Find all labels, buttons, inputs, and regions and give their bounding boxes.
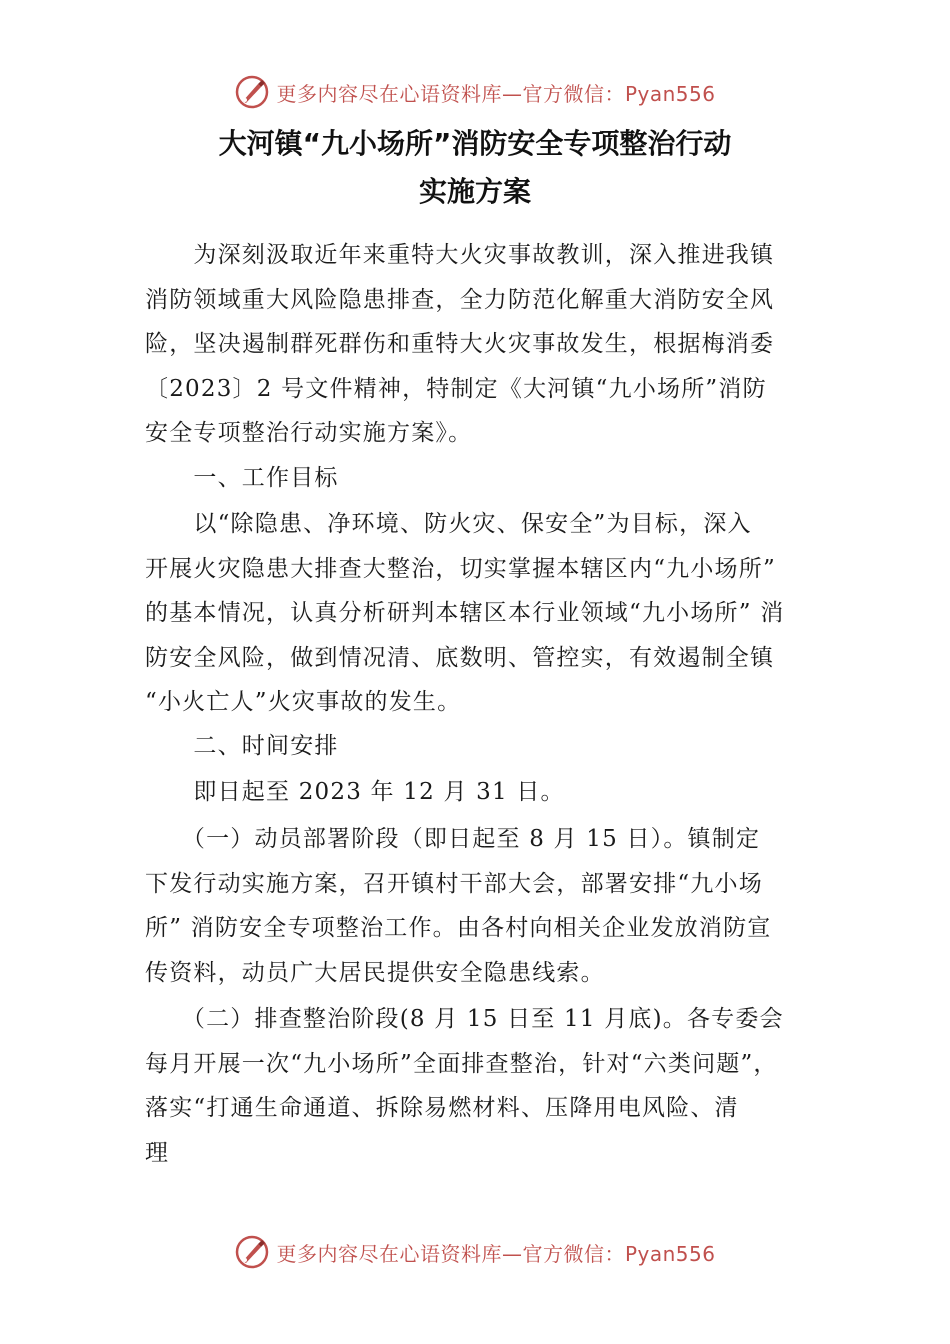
body-line: 防安全风险，做到情况清、底数明、管控实，有效遏制全镇 bbox=[145, 645, 775, 671]
body-line: 落实“打通生命通道、拆除易燃材料、压降用电风险、清 bbox=[145, 1095, 739, 1121]
watermark-footer bbox=[0, 1232, 950, 1272]
section-heading: 二、时间安排 bbox=[145, 733, 339, 759]
watermark-header bbox=[0, 72, 950, 112]
body-line: 每月开展一次“九小场所”全面排查整治，针对“六类问题”， bbox=[145, 1051, 778, 1077]
document-title-line-1: 大河镇“九小场所”消防安全专项整治行动 bbox=[218, 127, 732, 160]
body-line: 为深刻汲取近年来重特大火灾事故教训，深入推进我镇 bbox=[145, 242, 775, 268]
fountain-pen-seal-icon bbox=[234, 74, 270, 110]
body-line: 下发行动实施方案，召开镇村干部大会，部署安排“九小场 bbox=[145, 871, 763, 897]
body-line: 理 bbox=[145, 1140, 170, 1166]
body-line: 险，坚决遏制群死群伤和重特大火灾事故发生，根据梅消委 bbox=[145, 331, 775, 357]
section-heading: 一、工作目标 bbox=[145, 465, 339, 491]
body-line: 消防领域重大风险隐患排查，全力防范化解重大消防安全风 bbox=[145, 287, 775, 313]
body-line: “小火亡人”火灾事故的发生。 bbox=[145, 689, 462, 715]
body-line: 安全专项整治行动实施方案》。 bbox=[145, 420, 473, 446]
body-line: 的基本情况，认真分析研判本辖区本行业领域“九小场所” 消 bbox=[145, 600, 785, 626]
body-line: （一）动员部署阶段（即日起至 8 月 15 日）。镇制定 bbox=[145, 826, 761, 852]
body-line: 以“除隐患、净环境、防火灾、保安全”为目标，深入 bbox=[145, 511, 752, 537]
body-line: 即日起至 2023 年 12 月 31 日。 bbox=[145, 779, 565, 805]
watermark-text: 更多内容尽在心语资料库—官方微信：Pyan556 bbox=[276, 81, 716, 106]
body-line: 开展火灾隐患大排查大整治，切实掌握本辖区内“九小场所” bbox=[145, 556, 776, 582]
document-title-line-2: 实施方案 bbox=[418, 175, 531, 208]
body-line: 〔2023〕2 号文件精神，特制定《大河镇“九小场所”消防 bbox=[145, 376, 767, 402]
body-line: （二）排查整治阶段(8 月 15 日至 11 月底)。各专委会 bbox=[145, 1006, 784, 1032]
watermark-text: 更多内容尽在心语资料库—官方微信：Pyan556 bbox=[276, 1241, 716, 1266]
body-line: 所” 消防安全专项整治工作。由各村向相关企业发放消防宣 bbox=[145, 915, 772, 941]
body-line: 传资料，动员广大居民提供安全隐患线索。 bbox=[145, 960, 605, 986]
fountain-pen-seal-icon bbox=[234, 1234, 270, 1270]
